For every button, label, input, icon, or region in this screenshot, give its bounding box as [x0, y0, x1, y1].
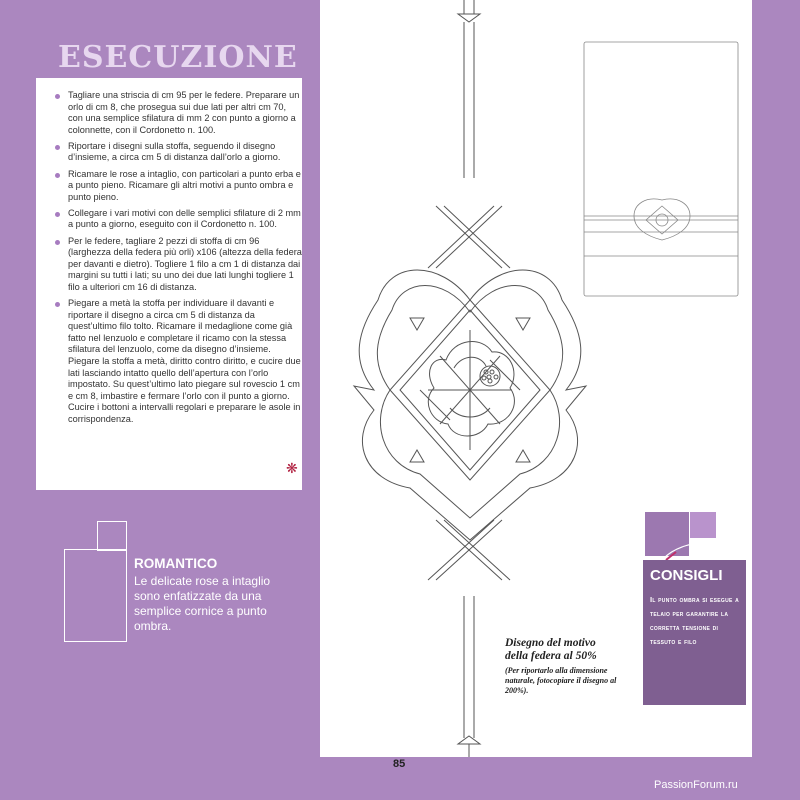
list-item: Riportare i disegni sulla stoffa, seguendo il disegno d’insieme, a circa cm 5 di distanza dall’orlo a giorno.: [55, 141, 303, 164]
list-item: Piegare a metà la stoffa per individuare il davanti e riportare il disegno a circa cm 5 di distanza da quest’ultimo filo tolto. Ricamare il medaglione come già fatto nel lenzuolo e completare il ricamo con la stessa sfilatura del lenzuolo, come da disegno d’insieme. Piegare la stoffa a metà, diritto contro diritto, e cucire due lati lasciando intatto quello dell’apertura con l’orlo impostato. Su quest’ultimo lato piegare sul rovescio 1 cm e cm 8, imbastire e fermare l’orlo con il punto a giorno. Cucire i bottoni a intervalli regolari e preparare le asole in corrispondenza.: [55, 298, 303, 426]
romantico-text: Le delicate rose a intaglio sono enfatizzate da una semplice cornice a punto ombra.: [134, 574, 271, 633]
list-item: Tagliare una striscia di cm 95 per le federe. Preparare un orlo di cm 8, che prosegua sui due lati per altri cm 70, con una semplice sfilatura di mm 2 con punto a giorno a colonnette, con il Cordonetto n. 100.: [55, 90, 303, 136]
deco-outline-square-small: [97, 521, 127, 551]
list-item: Ricamare le rose a intaglio, con particolari a punto erba e a punto pieno. Ricamare gli altri motivi a punto ombra e punto pieno.: [55, 169, 303, 204]
deco-square: [690, 512, 716, 538]
tips-text: Il punto ombra si esegue a telaio per garantire la corretta tensione di tessuto e filo: [650, 595, 739, 646]
motif-caption-note: (Per riportarlo alla dimensione naturale, fotocopiare il disegno al 200%).: [505, 666, 617, 695]
list-item: Collegare i vari motivi con delle semplici sfilature di 2 mm a punto a giorno, eseguito con il Cordonetto n. 100.: [55, 208, 303, 231]
needle-icon: [662, 536, 712, 562]
left-bottom-panel: [0, 497, 320, 800]
section-title: ESECUZIONE: [58, 40, 298, 75]
pillowcase-overview-drawing: [582, 40, 742, 300]
page-number: 85: [393, 758, 406, 770]
motif-caption: Disegno del motivo della federa al 50%: [505, 637, 597, 662]
tips-title: CONSIGLI: [650, 567, 723, 584]
romantico-title: ROMANTICO: [134, 556, 218, 571]
instructions-list: [55, 90, 303, 430]
overview-caption: Disegno d’insieme della federa: [630, 314, 744, 340]
watermark: PassionForum.ru: [654, 779, 738, 791]
list-item: Per le federe, tagliare 2 pezzi di stoffa di cm 96 (larghezza della federa più orli) x106 (altezza della federa per davanti e dietro). Togliere 1 filo a cm 1 di distanza dai margini su tutti i lati; su uno dei due lati lunghi togliere 1 filo a ulteriori cm 16 di distanza.: [55, 236, 303, 294]
end-mark-icon: ❋: [286, 461, 298, 477]
deco-outline-square-large: [64, 549, 127, 642]
